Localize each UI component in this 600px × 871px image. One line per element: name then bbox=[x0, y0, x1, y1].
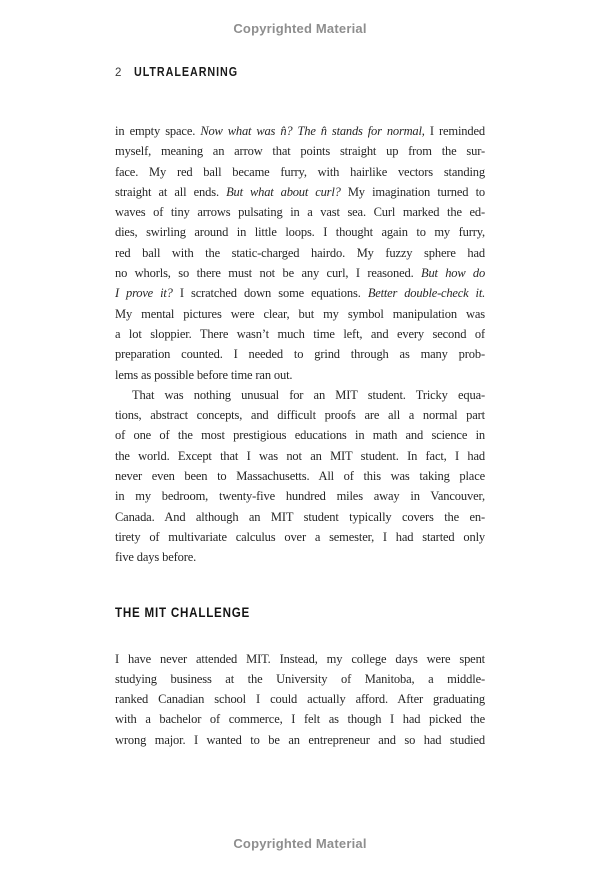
paragraph bbox=[115, 121, 485, 385]
paragraph bbox=[115, 649, 485, 750]
copyright-notice-top: Copyrighted Material bbox=[233, 21, 367, 36]
body-line: That was nothing unusual for an MIT student. Tricky equa- bbox=[132, 387, 485, 402]
copyright-notice-bottom: Copyrighted Material bbox=[233, 836, 367, 851]
body-text bbox=[115, 121, 485, 750]
body-line: dies, swirling around in little loops. I thought again to my furry, bbox=[115, 225, 485, 240]
body-line: My mental pictures were clear, but my symbol manipulation was bbox=[115, 306, 485, 321]
body-line: lems as possible before time ran out. bbox=[115, 367, 293, 382]
body-line: Canada. And although an MIT student typically covers the en- bbox=[115, 509, 485, 524]
body-line: face. My red ball became furry, with hairlike vectors standing bbox=[115, 164, 485, 179]
body-line: studying business at the University of Manitoba, a middle- bbox=[115, 671, 485, 686]
body-line: with a bachelor of commerce, I felt as though I had picked the bbox=[115, 712, 485, 727]
section-heading: THE MIT CHALLENGE bbox=[115, 604, 251, 620]
body-line: tirety of multivariate calculus over a semester, I had started only bbox=[115, 529, 485, 544]
body-line: a lot sloppier. There wasn’t much time left, and every second of bbox=[115, 326, 485, 341]
body-line: waves of tiny arrows pulsating in a vast sea. Curl marked the ed- bbox=[115, 205, 485, 220]
body-line: no whorls, so there must not be any curl, I reasoned. But how do bbox=[115, 266, 485, 281]
paragraph bbox=[115, 385, 485, 568]
body-line: five days before. bbox=[115, 550, 197, 565]
body-line: of one of the most prestigious educations in math and science in bbox=[115, 428, 485, 443]
body-line: tions, abstract concepts, and difficult proofs are all a normal part bbox=[115, 408, 485, 423]
body-line: ranked Canadian school I could actually afford. After graduating bbox=[115, 692, 485, 707]
body-line: in empty space. Now what was n̂? The n̂ stands for normal, I reminded bbox=[115, 124, 485, 138]
body-line: I prove it? I scratched down some equations. Better double-check it. bbox=[115, 286, 485, 301]
body-line: straight at all ends. But what about curl? My imagination turned to bbox=[115, 184, 485, 199]
book-title: ULTRALEARNING bbox=[134, 65, 239, 79]
body-line: never even been to Massachusetts. All of this was taking place bbox=[115, 469, 485, 484]
running-header bbox=[115, 65, 255, 79]
body-line: myself, meaning an arrow that points straight up from the sur- bbox=[115, 144, 485, 159]
body-line: red ball with the static-charged hairdo. My fuzzy sphere had bbox=[115, 245, 485, 260]
body-line: in my bedroom, twenty-five hundred miles away in Vancouver, bbox=[115, 489, 485, 504]
body-line: wrong major. I wanted to be an entrepreneur and so had studied bbox=[115, 732, 485, 747]
body-line: the world. Except that I was not an MIT student. In fact, I had bbox=[115, 448, 485, 463]
body-line: preparation counted. I needed to grind through as many prob- bbox=[115, 347, 485, 362]
page-number: 2 bbox=[115, 67, 122, 79]
body-line: I have never attended MIT. Instead, my college days were spent bbox=[115, 651, 485, 666]
